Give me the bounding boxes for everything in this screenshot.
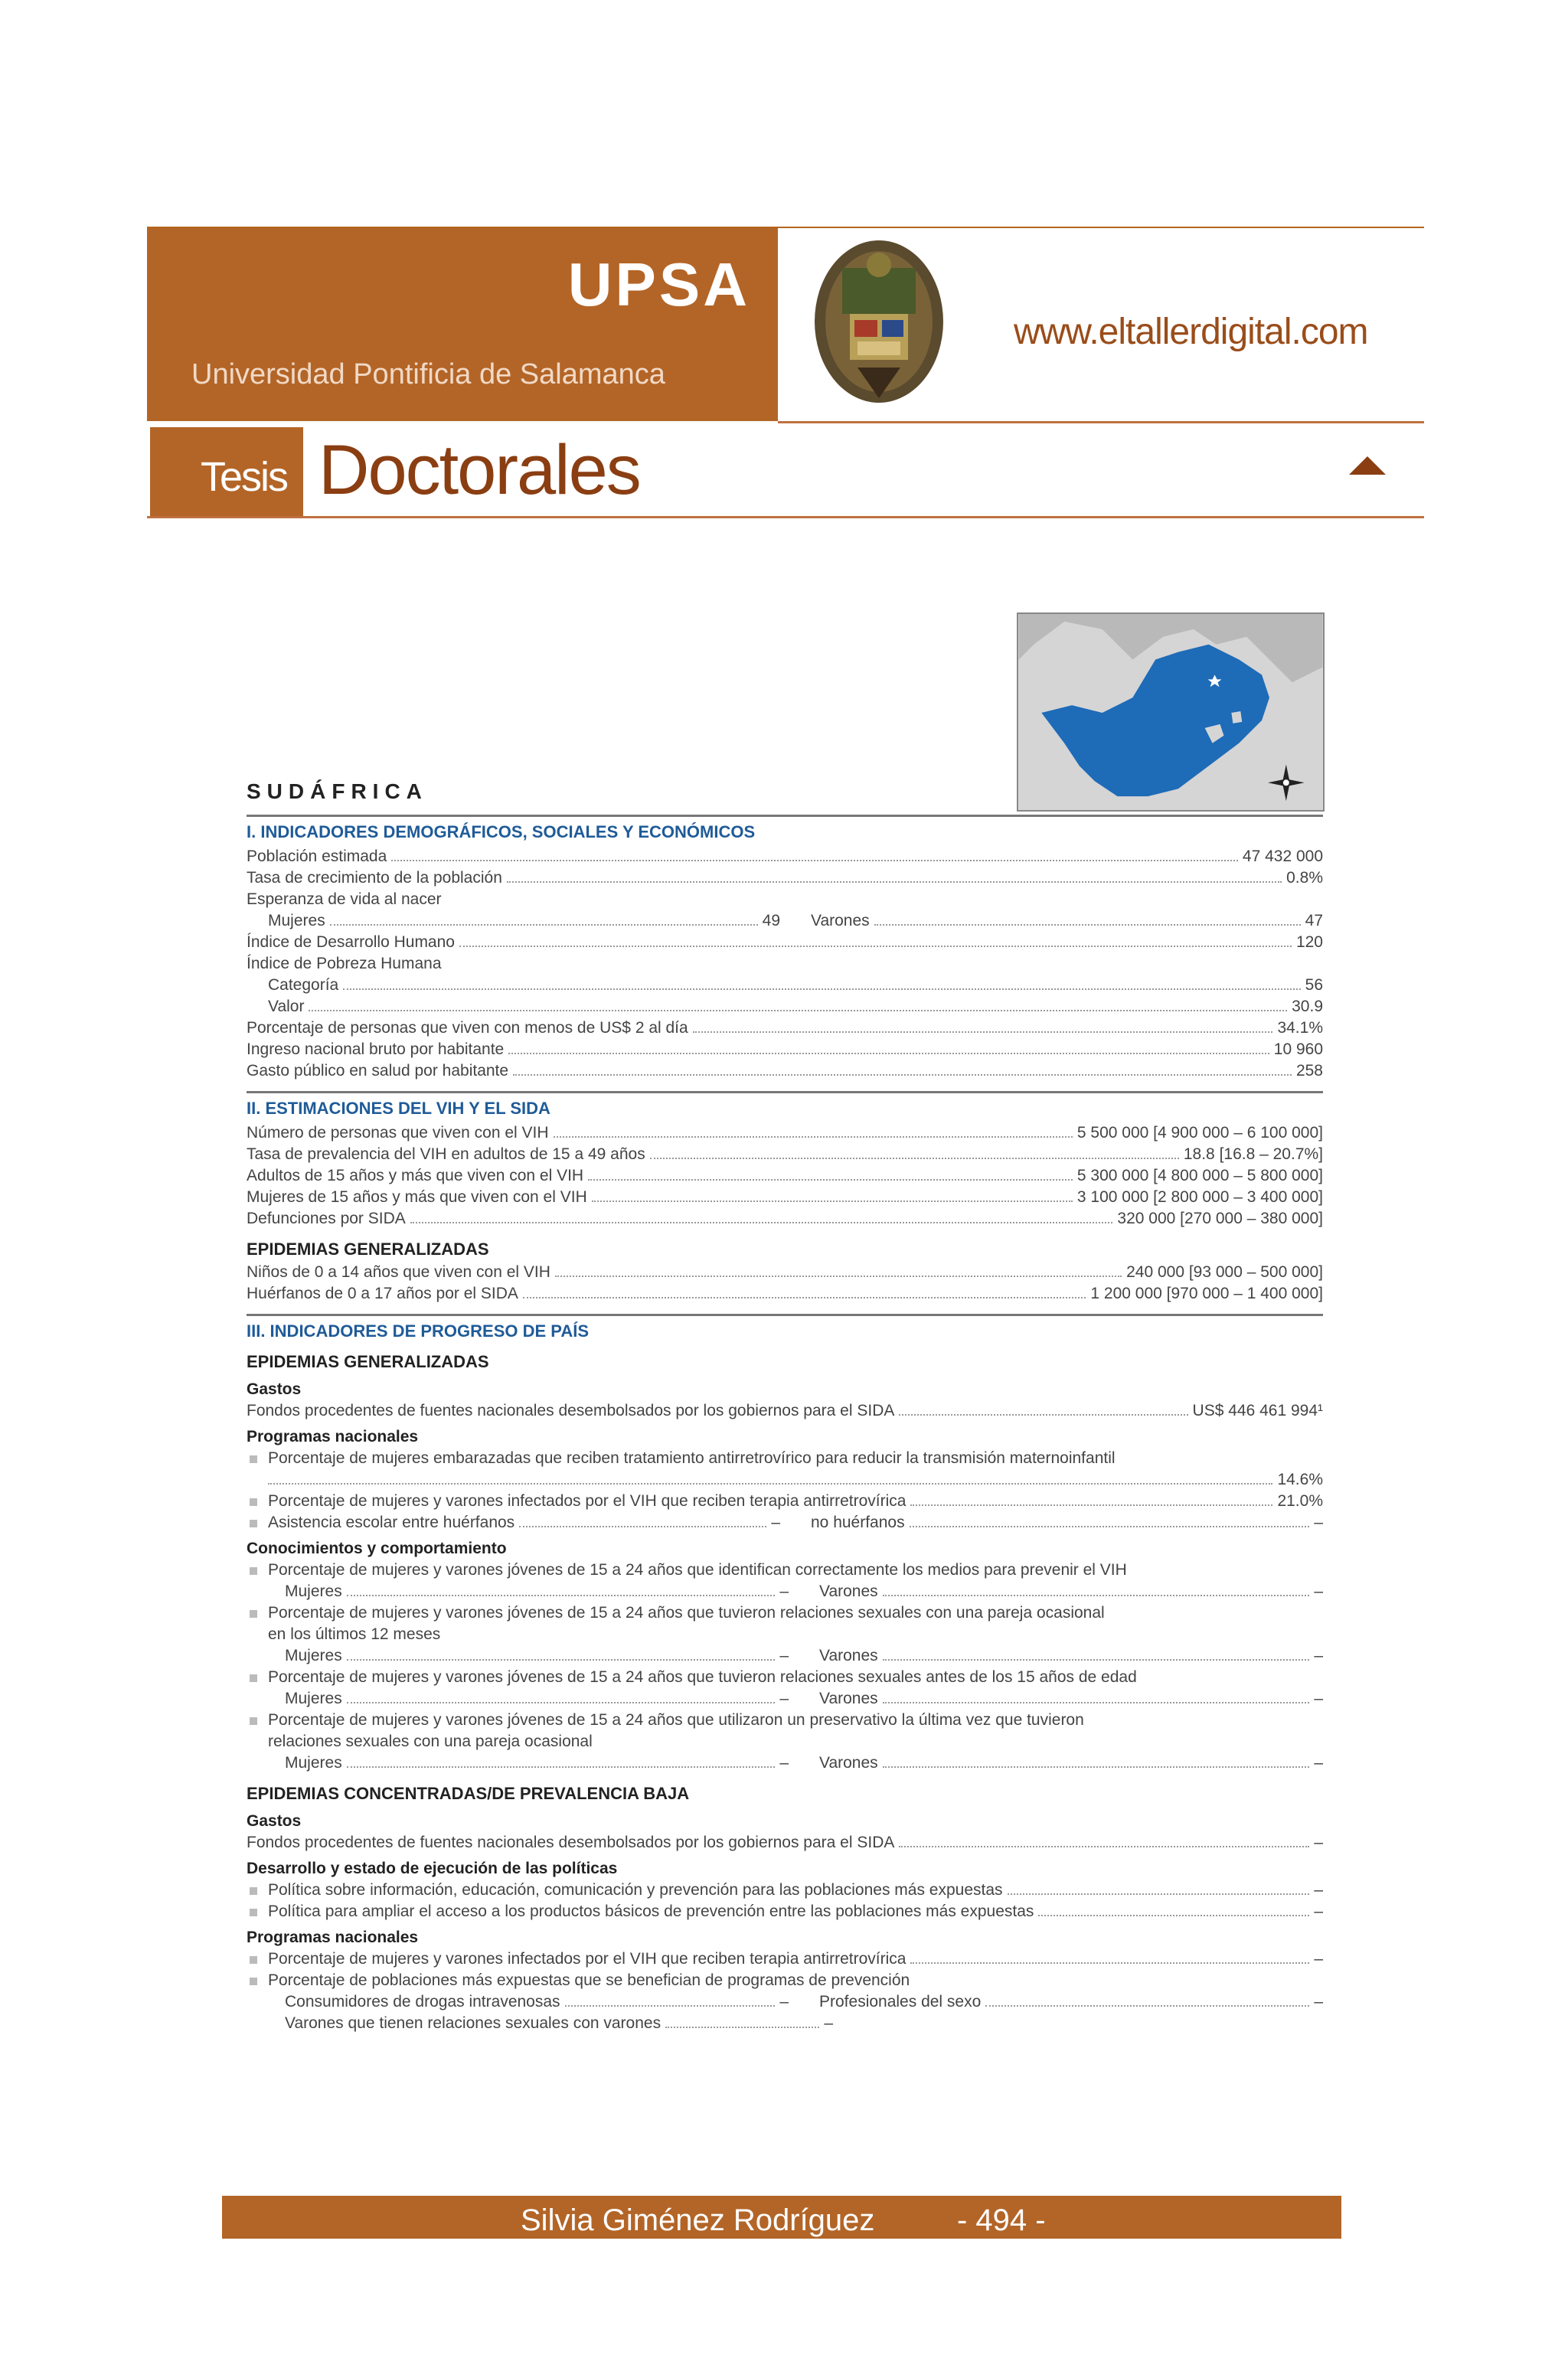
indicator-value: 5 300 000 [4 800 000 – 5 800 000]	[1076, 1167, 1323, 1184]
indicator-value: 0.8%	[1286, 869, 1323, 887]
indicator-row	[247, 1469, 1323, 1491]
indicator-row: Varones que tienen relaciones sexuales con varones –	[285, 2014, 833, 2032]
subsection-title: EPIDEMIAS GENERALIZADAS	[247, 1352, 489, 1371]
indicator-row	[247, 1208, 1323, 1230]
divider	[147, 420, 778, 421]
indicator-value: –	[1314, 1881, 1323, 1899]
indicator-row	[247, 1165, 1323, 1187]
country-title: SUDÁFRICA	[247, 779, 428, 803]
website-link[interactable]: www.eltallerdigital.com	[1014, 312, 1368, 352]
indicator-value: –	[1314, 1950, 1323, 1968]
indicator-row	[247, 1060, 1323, 1082]
section-title: II. ESTIMACIONES DEL VIH Y EL SIDA	[247, 1099, 550, 1118]
indicator-label: Política para ampliar el acceso a los productos básicos de prevención entre las poblaciones más expuestas	[268, 1903, 1034, 1920]
indicator-row	[247, 1187, 1323, 1208]
indicator-label: Porcentaje de mujeres y varones jóvenes de 15 a 24 años que tuvieron relaciones sexuales antes de los 15 años de edad	[247, 1667, 1323, 1688]
indicator-value: 120	[1295, 933, 1323, 951]
tesis-label: Tesis	[201, 454, 288, 500]
indicator-row	[247, 910, 1323, 932]
divider	[147, 516, 1424, 518]
indicator-label: Porcentaje de mujeres y varones jóvenes de 15 a 24 años que utilizaron un preservativo la última vez que tuvieron	[247, 1710, 1323, 1731]
indicator-row	[247, 1122, 1323, 1144]
indicator-row	[247, 1283, 1323, 1305]
indicator-label: Número de personas que viven con el VIH	[247, 1124, 549, 1142]
page-number: - 494 -	[957, 2203, 1046, 2237]
indicator-label: Índice de Desarrollo Humano	[247, 933, 455, 951]
indicator-label: no huérfanos	[811, 1514, 905, 1531]
indicator-value: –	[1314, 1903, 1323, 1920]
subsection-title: EPIDEMIAS CONCENTRADAS/DE PREVALENCIA BAJA	[247, 1784, 690, 1803]
indicator-value: 5 500 000 [4 900 000 – 6 100 000]	[1076, 1124, 1323, 1142]
divider	[778, 421, 1424, 423]
indicator-label: Adultos de 15 años y más que viven con el VIH	[247, 1167, 584, 1184]
indicator-value: –	[771, 1514, 780, 1531]
indicator-value: 47 432 000	[1242, 848, 1323, 865]
indicator-label: Porcentaje de poblaciones más expuestas que se benefician de programas de prevención	[247, 1970, 1323, 1991]
indicator-value: –	[1314, 1514, 1323, 1531]
indicator-label: relaciones sexuales con una pareja ocasional	[268, 1733, 593, 1750]
indicator-value: 47	[1305, 912, 1323, 929]
upsa-logo-text: UPSA	[567, 250, 750, 318]
divider	[247, 1314, 1323, 1316]
indicator-label: Política sobre información, educación, comunicación y prevención para las poblaciones más expuestas	[268, 1881, 1003, 1899]
indicator-label: Mujeres de 15 años y más que viven con el VIH	[247, 1188, 587, 1206]
group-title: Gastos	[247, 1380, 302, 1398]
indicator-row	[247, 975, 1323, 996]
indicator-label: Huérfanos de 0 a 17 años por el SIDA	[247, 1285, 518, 1302]
indicator-label: Población estimada	[247, 848, 387, 865]
indicator-label: Porcentaje de mujeres y varones jóvenes de 15 a 24 años que tuvieron relaciones sexuales con una pareja ocasional	[247, 1602, 1323, 1624]
indicator-row: Mujeres – Varones –	[285, 1583, 1323, 1600]
divider	[147, 227, 1424, 228]
footer-bar	[222, 2196, 1341, 2239]
indicator-value: 10 960	[1273, 1040, 1323, 1058]
indicator-row	[247, 1262, 1323, 1283]
indicator-row	[247, 846, 1323, 867]
indicator-label: Asistencia escolar entre huérfanos	[268, 1514, 515, 1531]
indicator-label: Porcentaje de personas que viven con menos de US$ 2 al día	[247, 1019, 688, 1037]
indicator-label: Porcentaje de mujeres y varones jóvenes de 15 a 24 años que identifican correctamente los medios para prevenir el VIH	[247, 1560, 1323, 1581]
indicator-row	[247, 1491, 1323, 1512]
indicator-label: Gasto público en salud por habitante	[247, 1062, 509, 1080]
indicator-row	[247, 867, 1323, 889]
indicator-label: Niños de 0 a 14 años que viven con el VIH	[247, 1263, 550, 1281]
section-title: III. INDICADORES DE PROGRESO DE PAÍS	[247, 1321, 589, 1341]
university-crest-icon	[812, 237, 946, 406]
group-title: Programas nacionales	[247, 1929, 419, 1946]
indicator-value: US$ 446 461 994¹	[1192, 1402, 1323, 1419]
indicator-row	[247, 932, 1323, 953]
author-name: Silvia Giménez Rodríguez	[521, 2203, 875, 2237]
indicator-row	[247, 1880, 1323, 1901]
indicator-label: Ingreso nacional bruto por habitante	[247, 1040, 505, 1058]
indicator-value: 3 100 000 [2 800 000 – 3 400 000]	[1076, 1188, 1323, 1206]
group-title: Programas nacionales	[247, 1428, 419, 1445]
indicator-label: Índice de Pobreza Humana	[247, 955, 442, 972]
group-title: Desarrollo y estado de ejecución de las políticas	[247, 1860, 618, 1877]
indicator-label: Defunciones por SIDA	[247, 1210, 406, 1227]
indicator-value: 14.6%	[1277, 1471, 1323, 1488]
indicator-row: Mujeres – Varones –	[285, 1647, 1323, 1664]
indicator-label: Esperanza de vida al nacer	[247, 890, 442, 908]
indicator-value: 34.1%	[1277, 1019, 1323, 1037]
indicator-row	[247, 1948, 1323, 1970]
divider	[247, 815, 1323, 817]
indicator-value: 21.0%	[1277, 1492, 1323, 1510]
indicator-label: Tasa de crecimiento de la población	[247, 869, 502, 887]
indicator-row	[247, 1039, 1323, 1060]
indicator-value: 1 200 000 [970 000 – 1 400 000]	[1090, 1285, 1323, 1302]
indicator-label: Tasa de prevalencia del VIH en adultos de 15 a 49 años	[247, 1145, 645, 1163]
content	[247, 779, 1323, 2034]
indicator-value: 56	[1305, 976, 1323, 994]
subsection-title: EPIDEMIAS GENERALIZADAS	[247, 1240, 489, 1259]
indicator-row: Consumidores de drogas intravenosas – Profesionales del sexo –	[285, 1993, 1323, 2011]
indicator-label: Porcentaje de mujeres y varones infectados por el VIH que reciben terapia antirretrovírica	[268, 1950, 906, 1968]
indicator-label: Porcentaje de mujeres y varones infectados por el VIH que reciben terapia antirretrovírica	[268, 1492, 906, 1510]
section-title: I. INDICADORES DEMOGRÁFICOS, SOCIALES Y ECONÓMICOS	[247, 822, 756, 841]
indicator-label: Porcentaje de mujeres embarazadas que reciben tratamiento antirretrovírico para reducir la transmisión maternoinfantil	[247, 1448, 1323, 1469]
indicator-label: Mujeres	[268, 912, 325, 929]
indicator-value: 240 000 [93 000 – 500 000]	[1126, 1263, 1323, 1281]
indicator-row	[247, 1901, 1323, 1922]
indicator-row	[247, 1832, 1323, 1854]
doctorales-title: Doctorales	[318, 431, 640, 509]
indicator-label: Varones	[811, 912, 870, 929]
indicator-label: Categoría	[268, 976, 339, 994]
indicator-value: 320 000 [270 000 – 380 000]	[1117, 1210, 1323, 1227]
indicator-row	[247, 1512, 1323, 1534]
indicator-value: 30.9	[1292, 998, 1323, 1015]
university-name: Universidad Pontificia de Salamanca	[191, 358, 665, 390]
indicator-value: 49	[762, 912, 780, 929]
indicator-row: Mujeres – Varones –	[285, 1690, 1323, 1707]
indicator-value: 18.8 [16.8 – 20.7%]	[1183, 1145, 1323, 1163]
indicator-label: Valor	[268, 998, 305, 1015]
indicator-label: en los últimos 12 meses	[268, 1625, 441, 1643]
triangle-up-icon[interactable]	[1349, 456, 1386, 475]
indicator-row	[247, 1018, 1323, 1039]
indicator-row	[247, 1400, 1323, 1422]
indicator-label: Fondos procedentes de fuentes nacionales desembolsados por los gobiernos para el SIDA	[247, 1834, 895, 1851]
indicator-row	[247, 1144, 1323, 1165]
indicator-value: –	[1314, 1834, 1323, 1851]
indicator-row: Mujeres – Varones –	[285, 1754, 1323, 1772]
header-banner	[147, 227, 1424, 521]
indicator-label: Fondos procedentes de fuentes nacionales desembolsados por los gobiernos para el SIDA	[247, 1402, 895, 1419]
indicator-row	[247, 996, 1323, 1018]
divider	[247, 1091, 1323, 1093]
indicator-value: 258	[1295, 1062, 1323, 1080]
group-title: Gastos	[247, 1812, 302, 1830]
group-title: Conocimientos y comportamiento	[247, 1540, 507, 1557]
